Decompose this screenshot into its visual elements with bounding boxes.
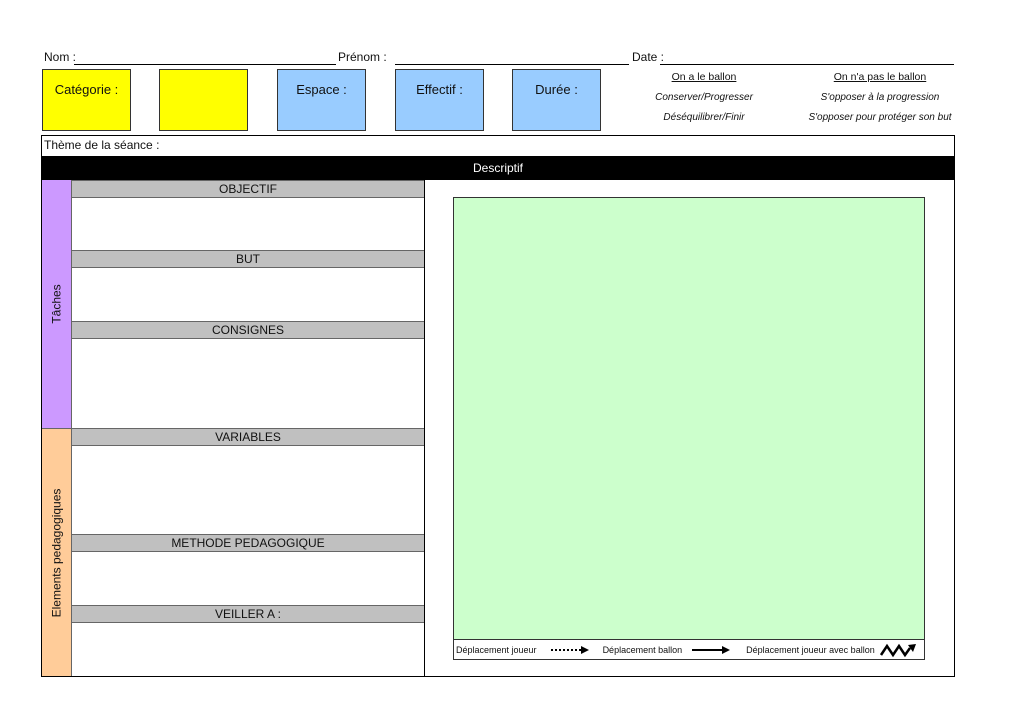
field-drawing-area[interactable] [453,197,925,640]
column-divider [424,180,425,677]
effectif-label: Effectif : [416,82,463,97]
solid-arrow-icon [692,645,732,655]
methode-bar [72,534,424,552]
taches-section [42,180,72,428]
variables-bar [72,428,424,446]
methode-label: METHODE PEDAGOGIQUE [171,536,325,550]
taches-label: Tâches [49,284,64,324]
elements-section [42,428,72,676]
nom-label: Nom : [44,50,77,64]
defense-line2: S'opposer pour protéger son but [808,112,952,123]
defense-rules [806,71,954,123]
duree-box[interactable] [512,69,601,131]
duree-label: Durée : [535,82,578,97]
categorie-value-box[interactable] [159,69,248,131]
date-label: Date : [632,50,665,64]
attack-line2: Déséquilibrer/Finir [663,112,745,123]
consignes-label: CONSIGNES [211,323,284,337]
but-bar [72,250,424,268]
consignes-field[interactable] [72,339,424,428]
defense-line1: S'opposer à la progression [820,92,940,103]
date-field[interactable] [660,64,954,65]
prenom-label: Prénom : [338,50,387,64]
theme-label: Thème de la séance : [44,138,160,152]
consignes-bar [72,321,424,339]
attack-title: On a le ballon [671,71,737,83]
espace-label: Espace : [296,82,347,97]
but-field[interactable] [72,268,424,321]
descriptif-label: Descriptif [472,161,523,175]
methode-field[interactable] [72,552,424,605]
prenom-field[interactable] [395,64,629,65]
categorie-label: Catégorie : [54,82,119,97]
dotted-arrow-icon [551,645,591,655]
but-label: BUT [236,252,260,266]
legend [453,640,925,660]
objectif-field[interactable] [72,198,424,250]
espace-box[interactable] [277,69,366,131]
legend-ballon: Déplacement ballon [602,644,683,655]
veiller-field[interactable] [72,623,424,676]
categorie-box [42,69,131,131]
variables-field[interactable] [72,446,424,534]
defense-title: On n'a pas le ballon [833,71,927,83]
attack-line1: Conserver/Progresser [655,92,753,103]
nom-field[interactable] [74,64,336,65]
effectif-box[interactable] [395,69,484,131]
elements-label: Elements pedagogiques [49,488,64,617]
variables-label: VARIABLES [215,430,281,444]
theme-field[interactable] [155,137,953,156]
attack-rules [640,71,768,123]
legend-joueur: Déplacement joueur [456,644,537,655]
veiller-label: VEILLER A : [214,607,282,621]
objectif-label: OBJECTIF [218,182,277,196]
objectif-bar [72,180,424,198]
legend-joueur-ballon: Déplacement joueur avec ballon [746,644,875,655]
veiller-bar [72,605,424,623]
descriptif-bar [41,156,955,180]
wavy-arrow-icon [879,642,919,658]
